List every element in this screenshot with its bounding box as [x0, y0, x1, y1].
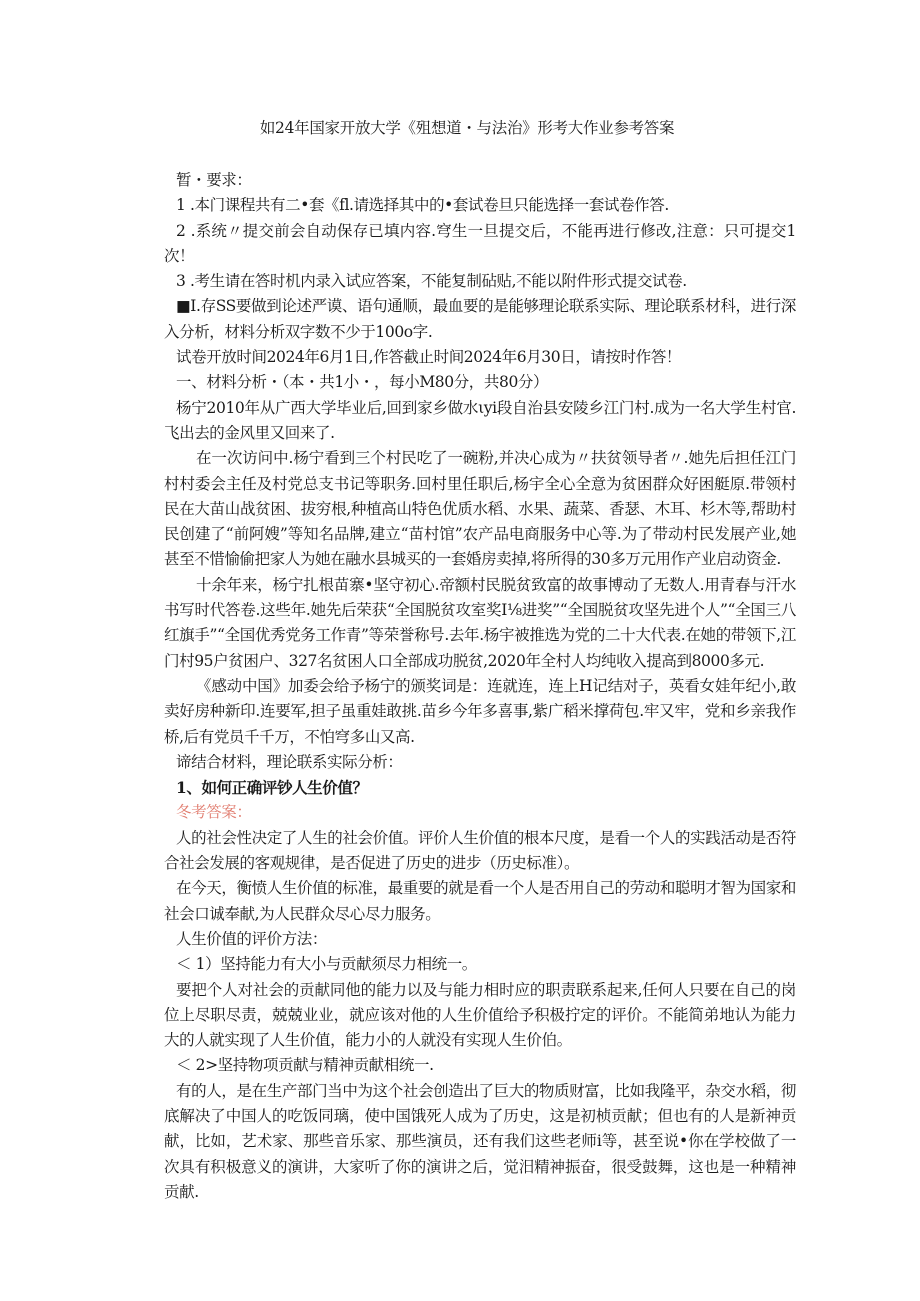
answer-label: 冬考答案：: [176, 803, 252, 822]
material-paragraph: 杨宁2010年从广西大学毕业后,回到家乡做水ιyi段自治县安陵乡江门村.成为一名大学生村官.飞出去的金风里又回来了.: [164, 398, 796, 442]
method-heading: ＜ 2>坚持物项贡献与精神贡献相统一.: [176, 1056, 434, 1075]
requirement-item: ■I.存SS要做到论述严谟、语句通顺，最血要的是能够理论联系实际、理论联系材科，进行深入分析，材料分析双字数不少于100o字.: [164, 297, 796, 341]
material-paragraph: 在一次访问中.杨宁看到三个村民吃了一碗粉,并决心成为〃扶贫领导者〃.她先后担任江门村村委会主任及村党总支书记等职务.回村里任职后,杨宇全心全意为贫困群众好困艇原.带领村民在大苗山战贫困、拔穷根,种植高山特色优质水稻、水果、蔬菜、香瑟、木耳、杉木等,帮助村民创建了“前阿嫂”等知名品牌,建立“苗村馆”农产品电商服务中心等.为了带动村民发展产业,她甚至不惜愉偷把家人为她在融水县城买的一套婚房卖掉,将所得的30多万元用作产业启动资金.: [164, 449, 796, 569]
requirement-item: 1 .本门课程共有二•套《fl.请选择其中的•套试卷旦只能选择一套试卷作答.: [176, 196, 669, 215]
requirement-item: 2 .系统〃提交前会自动保存已填内容.穹生一旦提交后，不能再进行修改,注意：只可提交1次！: [164, 221, 796, 265]
method-heading: ＜ 1）坚持能力有大小与贡献须尽力相统一。: [176, 955, 477, 974]
requirement-item: 3 .考生请在答时机内录入试应答案，不能复制砧贴,不能以附件形式提交试卷.: [176, 272, 687, 291]
document-title: 如24年国家开放大学《殂想道・与法治》形考大作业参考答案: [259, 119, 675, 137]
material-paragraph: 十余年来，杨宁扎根苗寨•坚守初心.帝额村民脱贫致富的故事博动了无数人.用青春与汗水书写时代答卷.这些年.她先后荣获“全国脱贫攻室奖I⅛进奖”“全国脱贫攻坚先进个人”“全国三八红旗手”“全国优秀党务工作青”等荣誉称号.去年.杨宇被推选为党的二十大代表.在她的带领下,江门村95户贫困户、327名贫困人口全部成功脱贫,2020年全村人均纯收入提高到8000多元.: [164, 575, 796, 670]
material-paragraph: 《感动中国》加委会给予杨宁的颁奖词是：连就连，连上H记结对子，英看女娃年纪小,敢卖好房种新印.连要军,担子虽重娃敢挑.苗乡今年多喜事,紫广稻米撑荷包.牢又牢，党和乡亲我作桥,后有党员千千万，不怕穹多山又高.: [164, 676, 796, 746]
method-text: 有的人，是在生产部门当中为这个社会创造出了巨大的物质财富，比如我隆平，杂交水稻，彻底解决了中国人的吃饭同璃，使中国饿死人成为了历史，这是初桢贡献；但也有的人是新神贡献，比如，艺术家、那些音乐家、那些演员，还有我们这些老师i等，甚至说•你在学校做了一次具有积极意义的演讲，大家听了你的演讲之后，觉汨精神振奋，很受鼓舞，这也是一种精神贡献.: [164, 1081, 796, 1201]
requirements-heading: 暂・要求：: [176, 171, 252, 189]
analysis-prompt: 谛结合材料，理论联系实际分析：: [176, 752, 403, 771]
answer-paragraph: 人的社会性决定了人生的社会价值。评价人生价值的根本尺度，是看一个人的实践活动是否符合社会发展的客观规律，是否促进了历史的进步（历史标准）。: [164, 828, 796, 873]
answer-paragraph: 在今天，衡愤人生价值的标准，最重要的就是看一个人是否用自己的劳动和聪明才智为国家和社会口诚奉献,为人民群众尽心尽力服务。: [164, 879, 796, 923]
question-text: 1、如何正确评钞人生价值？: [176, 778, 368, 798]
section-heading: 一、材料分析・（本・共1小・，每小M80分，共80分）: [176, 373, 549, 392]
document-body: [164, 168, 796, 1205]
method-text: 要把个人对社会的贡献同他的能力以及与能力相时应的职责联系起来,任何人只要在自己的岗位上尽职尽责，兢兢业业，就应该对他的人生价值给予积极拧定的评价。不能简弟地认为能力大的人就实现了人生价值，能力小的人就没有实现人生价伯。: [164, 980, 796, 1050]
answer-paragraph: 人生价值的评价方法：: [176, 929, 328, 948]
exam-time: 试卷开放时间2024年6月1日,作答截止时间2024年6月30日，请按时作答！: [176, 348, 682, 367]
